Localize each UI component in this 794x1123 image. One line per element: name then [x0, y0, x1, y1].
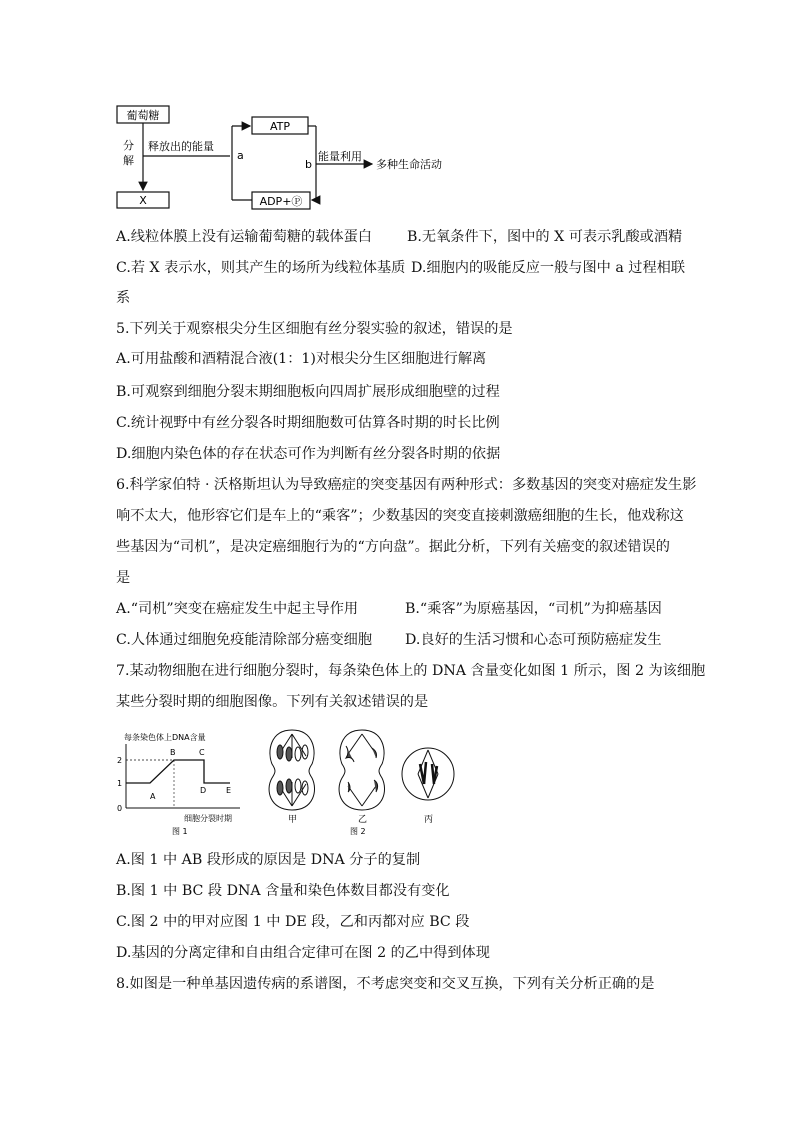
adp-label: ADP+Ⓟ	[259, 195, 303, 208]
fig1-y0: 0	[117, 804, 123, 813]
a-label: a	[237, 149, 244, 162]
q6-stem-1: 6.科学家伯特 · 沃格斯坦认为导致癌症的突变基因有两种形式：多数基因的突变对癌症发生影	[116, 477, 697, 493]
q6-option-c: C.人体通过细胞免疫能清除部分癌变细胞	[116, 632, 373, 648]
fig2-label-yi: 乙	[358, 815, 368, 825]
fig1-dna-line	[126, 760, 230, 783]
q6-option-d: D.良好的生活习惯和心态可预防癌症发生	[405, 632, 662, 648]
fig1-ylabel: 每条染色体上DNA含量	[124, 733, 206, 742]
q7-option-a: A.图 1 中 AB 段形成的原因是 DNA 分子的复制	[116, 852, 421, 868]
atp-label: ATP	[269, 120, 291, 133]
cell-jia	[269, 730, 314, 810]
fig1-point-d: D	[200, 786, 207, 795]
figure-2-cells	[262, 724, 462, 836]
q4-option-d-cont: 系	[116, 290, 131, 306]
cell-yi	[339, 730, 384, 810]
q6-stem-3: 些基因为“司机”，是决定癌细胞行为的“方向盘”。据此分析，下列有关癌变的叙述错误的	[116, 539, 670, 555]
energy-flow-diagram	[110, 100, 470, 215]
decompose-char-1: 分	[123, 139, 134, 152]
q6-stem-2: 响不太大，他形容它们是车上的“乘客”；少数基因的突变直接刺激癌细胞的生长，他戏称这	[116, 508, 684, 524]
q8-stem: 8.如图是一种单基因遗传病的系谱图，不考虑突变和交叉互换，下列有关分析正确的是	[116, 976, 655, 992]
q7-option-b: B.图 1 中 BC 段 DNA 含量和染色体数目都没有变化	[116, 883, 450, 899]
q5-option-c: C.统计视野中有丝分裂各时期细胞数可估算各时期的时长比例	[116, 415, 500, 431]
q4-option-a: A.线粒体膜上没有运输葡萄糖的载体蛋白	[116, 229, 372, 245]
q4-option-b: B.无氧条件下，图中的 X 可表示乳酸或酒精	[407, 229, 683, 245]
q4-option-c: C.若 X 表示水，则其产生的场所为线粒体基质	[116, 260, 406, 276]
life-activities-label: 多种生命活动	[376, 158, 442, 171]
q4-option-d: D.细胞内的吸能反应一般与图中 a 过程相联	[411, 260, 686, 276]
q7-option-c: C.图 2 中的甲对应图 1 中 DE 段，乙和丙都对应 BC 段	[116, 914, 470, 930]
released-energy-label: 释放出的能量	[148, 140, 214, 153]
q6-option-a: A.“司机”突变在癌症发生中起主导作用	[116, 601, 359, 617]
decompose-char-2: 解	[123, 154, 134, 167]
q7-stem-2: 某些分裂时期的细胞图像。下列有关叙述错误的是	[116, 694, 429, 710]
fig1-point-a: A	[150, 792, 156, 801]
x-label: X	[139, 194, 147, 207]
fig1-point-c: C	[199, 748, 205, 757]
q5-option-b: B.可观察到细胞分裂末期细胞板向四周扩展形成细胞壁的过程	[116, 384, 500, 400]
q6-stem-4: 是	[116, 570, 131, 586]
q7-stem-1: 7.某动物细胞在进行细胞分裂时，每条染色体上的 DNA 含量变化如图 1 所示，图 2 为该细胞	[116, 663, 706, 679]
q6-option-b: B.“乘客”为原癌基因，“司机”为抑癌基因	[405, 601, 662, 617]
fig2-label-bing: 丙	[424, 815, 434, 825]
q5-stem: 5.下列关于观察根尖分生区细胞有丝分裂实验的叙述，错误的是	[116, 321, 513, 337]
q5-option-d: D.细胞内染色体的存在状态可作为判断有丝分裂各时期的依据	[116, 446, 501, 462]
energy-use-label: 能量利用	[318, 150, 362, 163]
b-label: b	[305, 158, 312, 171]
glucose-label: 葡萄糖	[126, 109, 160, 122]
figure-1-chart	[112, 726, 252, 836]
fig2-label-jia: 甲	[288, 815, 298, 825]
fig1-y2: 2	[117, 756, 123, 765]
fig1-point-b: B	[170, 748, 176, 757]
fig2-caption: 图 2	[350, 827, 366, 836]
cell-bing	[402, 748, 454, 800]
q5-option-a: A.可用盐酸和酒精混合液(1：1)对根尖分生区细胞进行解离	[116, 351, 487, 367]
fig1-xlabel: 细胞分裂时期	[184, 814, 232, 823]
fig1-caption: 图 1	[172, 827, 188, 836]
fig1-point-e: E	[226, 786, 232, 795]
q7-option-d: D.基因的分离定律和自由组合定律可在图 2 的乙中得到体现	[116, 945, 490, 961]
fig1-y1: 1	[117, 779, 123, 788]
